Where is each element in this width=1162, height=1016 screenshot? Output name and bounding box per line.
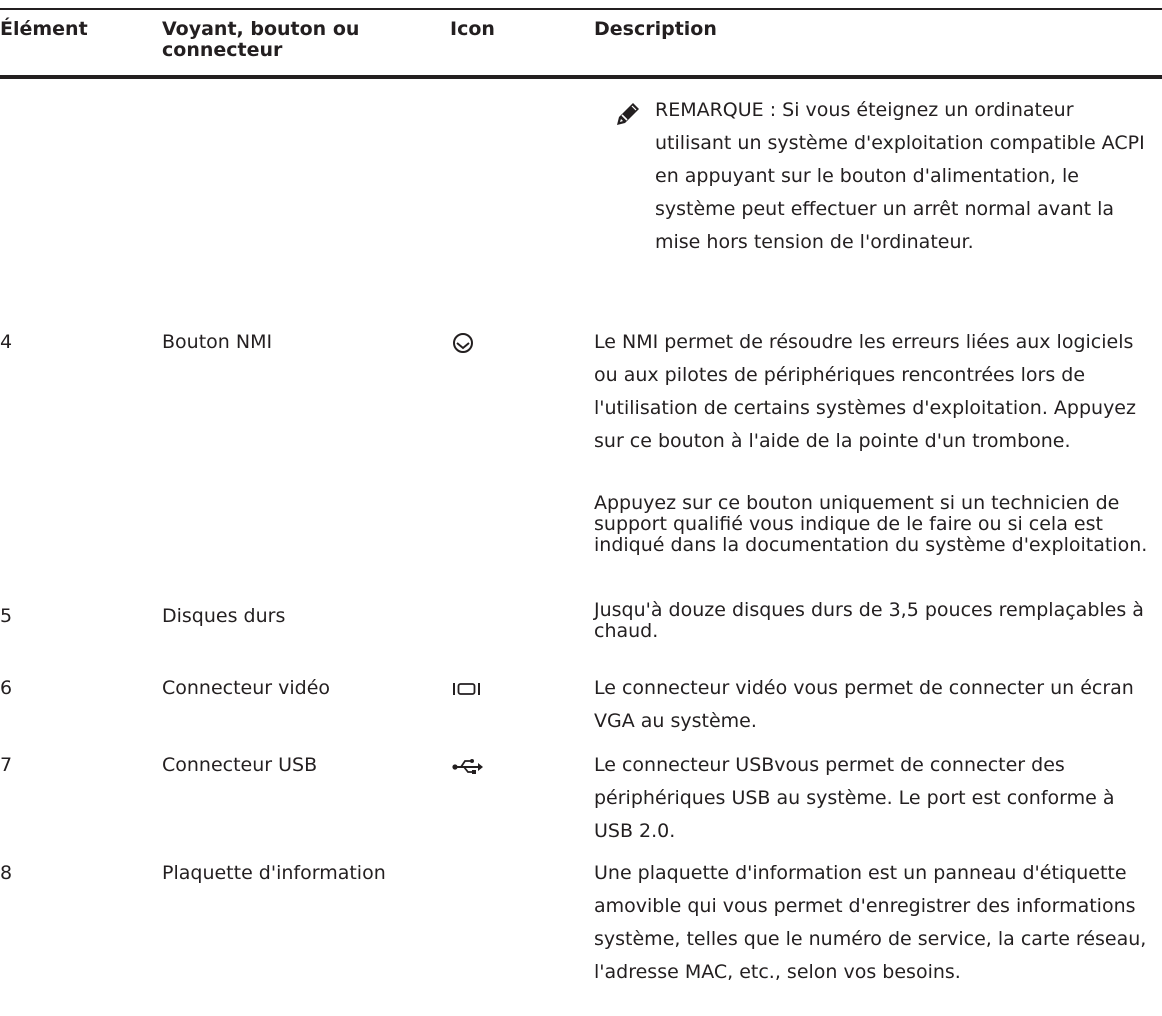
usb-icon (452, 757, 512, 787)
row-number: 8 (0, 862, 13, 884)
nmi-icon (452, 332, 512, 362)
row-description-extra: Appuyez sur ce bouton uniquement si un technicien de support qualifié vous indique de le faire ou si cela est indiqué dans la documentation du système d'exploitation. (594, 492, 1148, 556)
row-label: Disques durs (162, 605, 286, 627)
note-text (655, 94, 1155, 259)
row-number: 7 (0, 754, 13, 776)
table-top-rule (0, 8, 1162, 10)
video-connector-icon (452, 682, 512, 712)
note-label: REMARQUE : (655, 99, 777, 121)
row-number: 4 (0, 331, 13, 353)
header-icon: Icon (450, 18, 495, 40)
row-label: Connecteur vidéo (162, 677, 331, 699)
row-number: 5 (0, 605, 13, 627)
row-label: Bouton NMI (162, 331, 273, 353)
row-description: Le connecteur vidéo vous permet de connecter un écran VGA au système. (594, 677, 1134, 732)
row-label: Plaquette d'information (162, 862, 386, 884)
row-description: Le NMI permet de résoudre les erreurs liées aux logiciels ou aux pilotes de périphériques rencontrées lors de l'utilisation de certains systèmes d'exploitation. Appuyez sur ce bouton à l'aide de la pointe d'un trombone. (594, 331, 1136, 452)
table-header-rule (0, 75, 1162, 79)
row-description: Le connecteur USBvous permet de connecter des périphériques USB au système. Le port est conforme à USB 2.0. (594, 754, 1115, 842)
row-label: Connecteur USB (162, 754, 318, 776)
header-element: Élément (0, 18, 88, 40)
row-number: 6 (0, 677, 13, 699)
header-label: Voyant, bouton ou connecteur (162, 18, 360, 61)
header-description: Description (594, 18, 717, 40)
note-body: Si vous éteignez un ordinateur utilisant un système d'exploitation compatible ACPI en appuyant sur le bouton d'alimentation, le système peut effectuer un arrêt normal avant la mise hors tension de l'ordinateur. (655, 99, 1145, 253)
row-description: Jusqu'à douze disques durs de 3,5 pouces remplaçables à chaud. (594, 599, 1144, 642)
row-description: Une plaquette d'information est un panneau d'étiquette amovible qui vous permet d'enregistrer des informations système, telles que le numéro de service, la carte réseau, l'adresse MAC, etc., selon vos besoins. (594, 862, 1147, 983)
pencil-note-icon (614, 100, 642, 128)
